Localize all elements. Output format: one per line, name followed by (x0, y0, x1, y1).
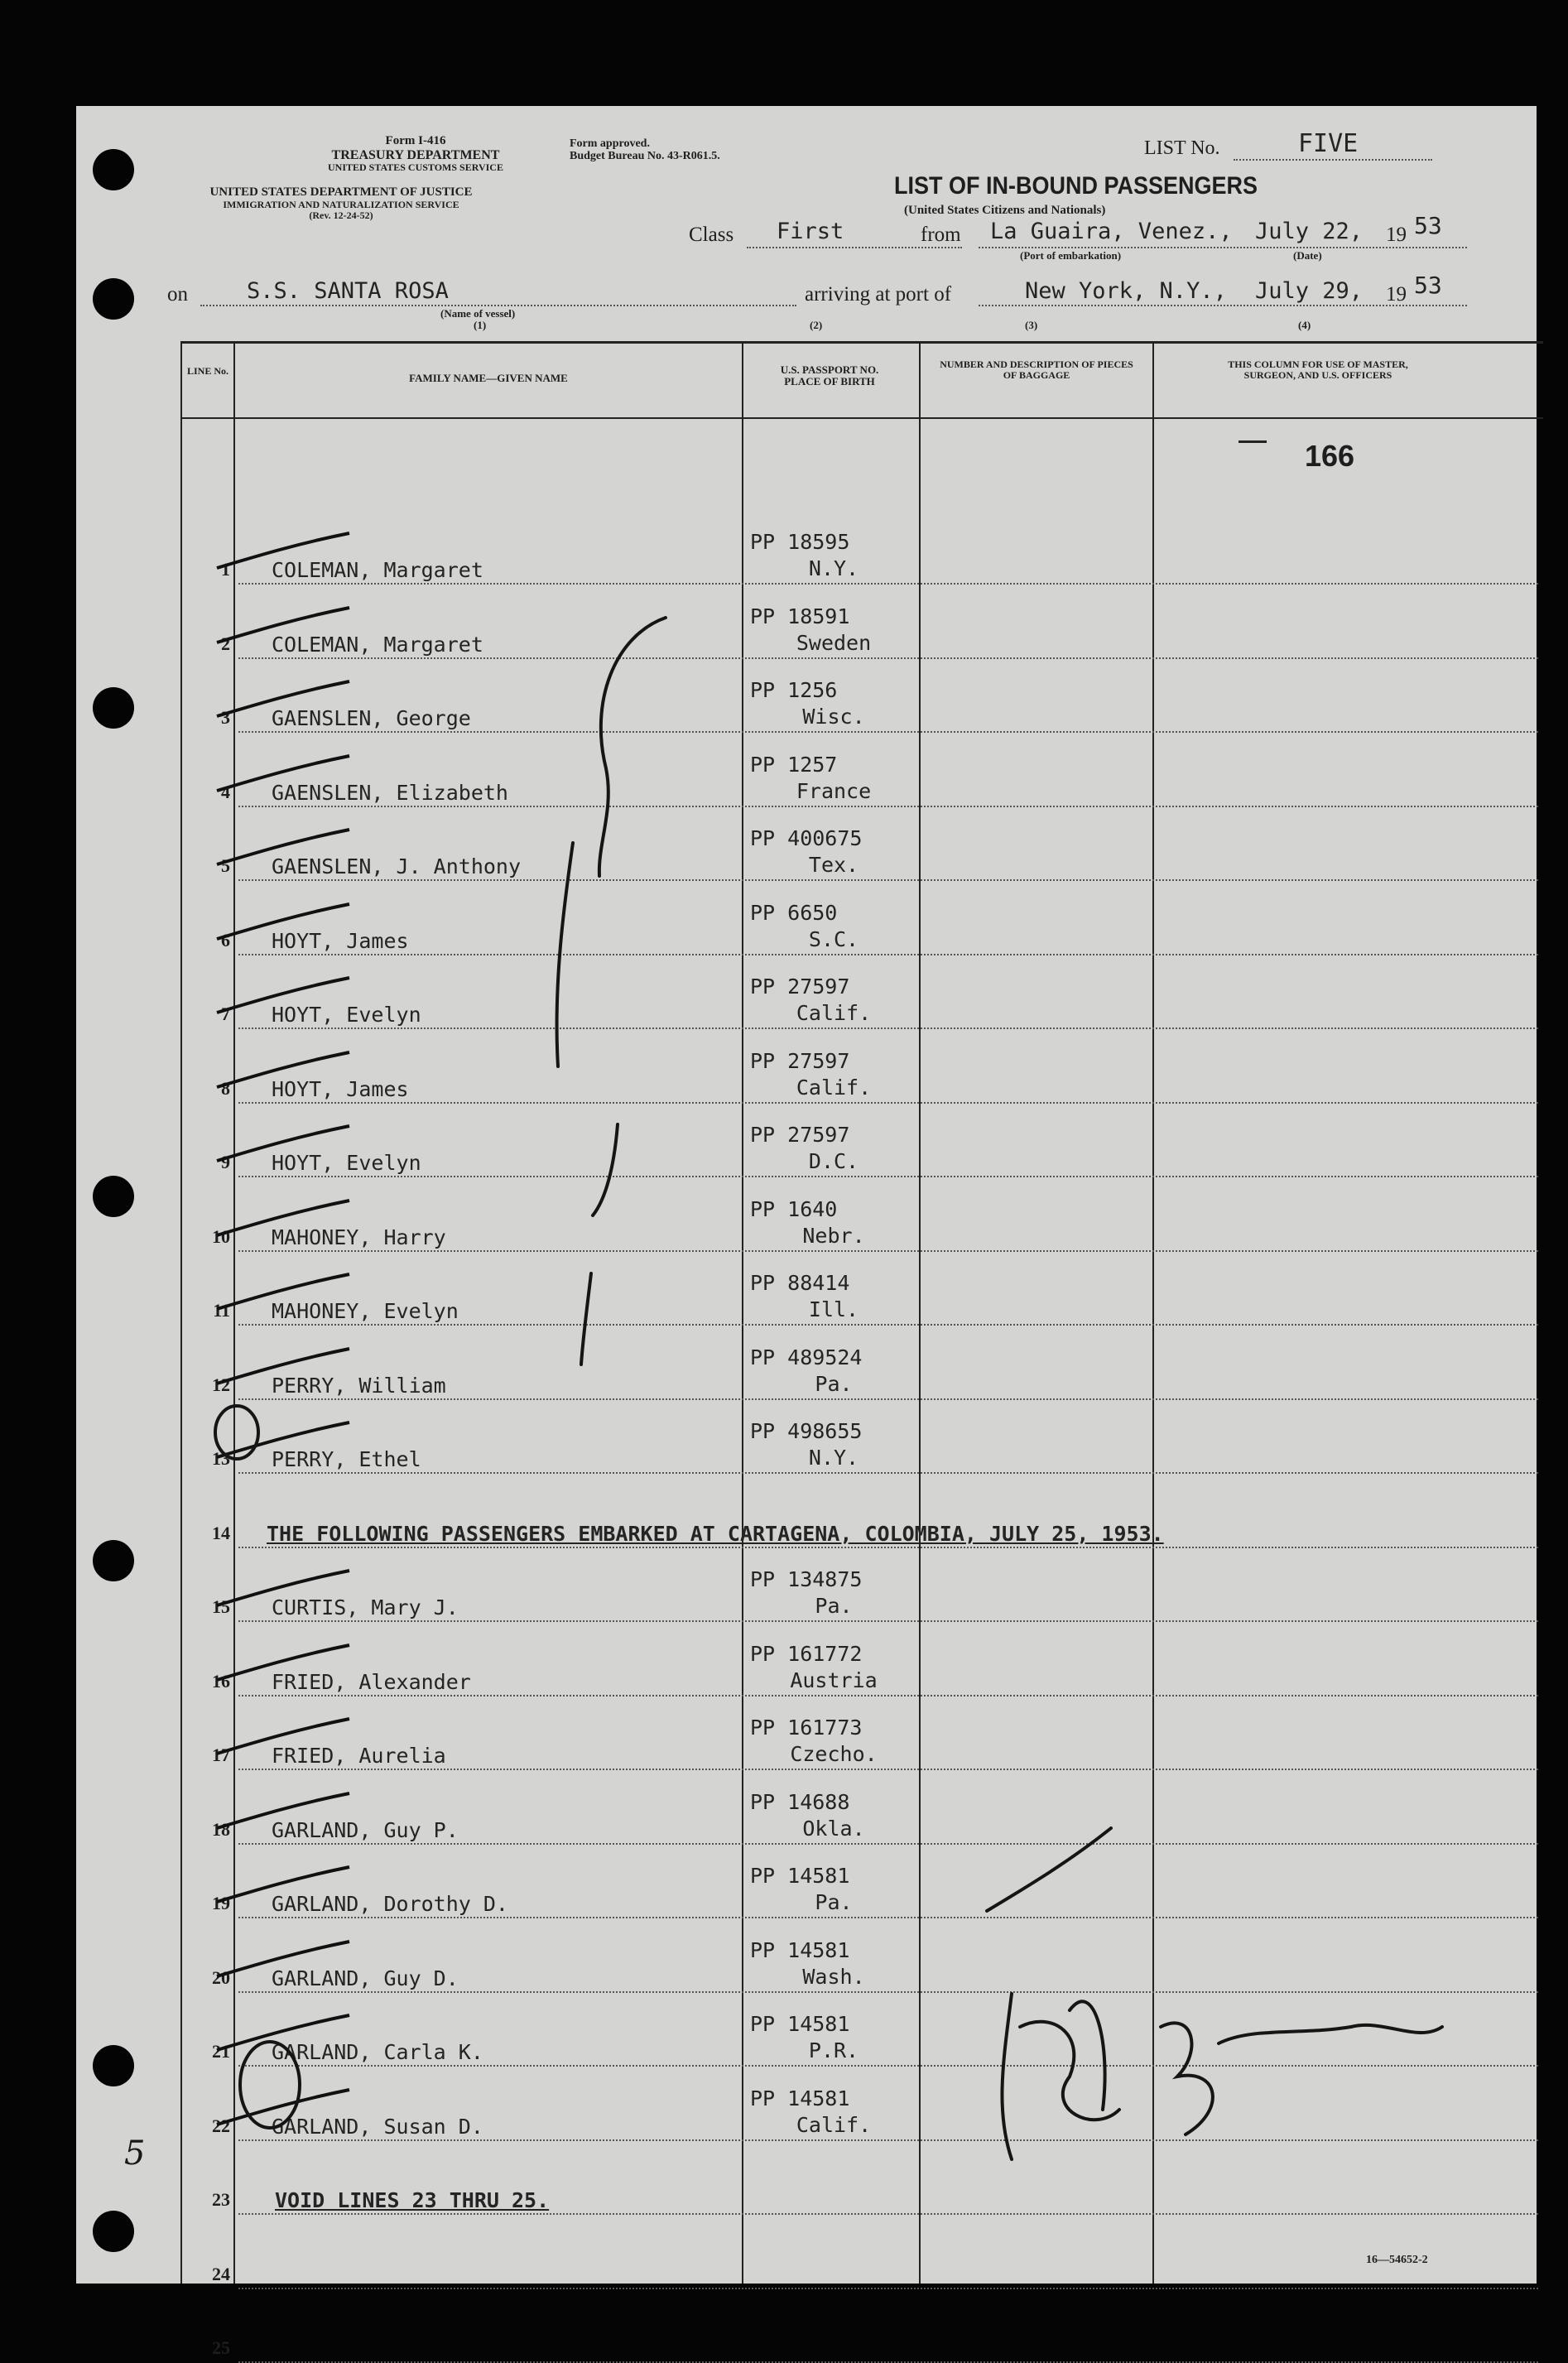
line-number: 24 (212, 2263, 230, 2284)
passenger-name: COLEMAN, Margaret (272, 558, 483, 582)
page-subtitle: (United States Citizens and Nationals) (904, 204, 1106, 217)
line-number: 20 (212, 1966, 230, 1988)
passport-number: PP 27597 (750, 1123, 850, 1147)
form-id: Form I-416 (385, 134, 446, 147)
passenger-name: PERRY, William (272, 1373, 446, 1398)
passenger-name: GARLAND, Guy D. (272, 1966, 459, 1990)
vessel-caption: (Name of vessel) (440, 307, 516, 320)
caption-1: (1) (474, 319, 487, 331)
passenger-name: GAENSLEN, George (272, 706, 471, 730)
year-prefix-arrival: 19 (1386, 283, 1407, 306)
place-of-birth: Pa. (815, 1890, 853, 1914)
passport-number: PP 1256 (750, 678, 838, 702)
ins-label: IMMIGRATION AND NATURALIZATION SERVICE (223, 198, 459, 210)
passport-number: PP 489524 (750, 1345, 863, 1369)
passenger-name: GARLAND, Guy P. (272, 1817, 459, 1842)
place-of-birth: P.R. (808, 2038, 859, 2062)
passenger-name: PERRY, Ethel (272, 1447, 421, 1471)
passenger-name: GARLAND, Dorothy D. (272, 1892, 508, 1916)
passport-number: PP 400675 (750, 826, 863, 850)
passport-number: PP 18595 (750, 530, 850, 554)
on-label: on (167, 283, 188, 306)
place-of-birth: N.Y. (808, 1446, 859, 1470)
class-value: First (777, 219, 844, 244)
place-of-birth: Nebr. (802, 1223, 865, 1248)
line-number: 18 (212, 1818, 230, 1840)
revision-label: (Rev. 12-24-52) (309, 209, 373, 221)
vessel-name: S.S. SANTA ROSA (247, 278, 449, 304)
year-prefix-from: 19 (1386, 224, 1407, 246)
line-number: 6 (221, 929, 230, 950)
passenger-name: HOYT, Evelyn (272, 1003, 421, 1027)
treasury-label: TREASURY DEPARTMENT (331, 147, 500, 162)
passport-number: PP 1640 (750, 1196, 838, 1221)
passenger-name: GAENSLEN, J. Anthony (272, 854, 522, 878)
passport-number: PP 1257 (750, 752, 838, 777)
arriving-label: arriving at port of (805, 283, 952, 306)
line-number: 3 (221, 707, 230, 728)
line-number: 10 (212, 1225, 230, 1247)
line-number: 1 (221, 559, 230, 580)
embarkation-date: July 22, (1255, 219, 1364, 244)
handwritten-marks (76, 106, 1537, 2284)
caption-3: (3) (1025, 319, 1038, 331)
caption-4: (4) (1298, 319, 1311, 331)
col-passport: U.S. PASSPORT NO. PLACE OF BIRTH (780, 363, 879, 388)
list-no-label: LIST No. (1144, 137, 1220, 159)
embarkation-year: 53 (1414, 212, 1442, 239)
passenger-name: THE FOLLOWING PASSENGERS EMBARKED AT CARTAGENA, COLOMBIA, JULY 25, 1953. (267, 1521, 1164, 1546)
place-of-birth: D.C. (808, 1149, 859, 1173)
arrival-port: New York, N.Y., (1025, 278, 1227, 304)
line-number: 17 (212, 1745, 230, 1765)
passport-number: PP 14581 (750, 1864, 850, 1888)
place-of-birth: Okla. (802, 1816, 865, 1841)
passport-number: PP 88414 (750, 1271, 850, 1295)
date-caption: (Date) (1293, 249, 1322, 262)
row-rule (238, 2288, 1538, 2289)
line-number: 23 (212, 2189, 230, 2210)
passport-number: PP 14581 (750, 2086, 850, 2110)
footer-code: 16—54652-2 (1366, 2254, 1428, 2266)
passport-number: PP 14688 (750, 1789, 850, 1814)
passenger-name: CURTIS, Mary J. (272, 1595, 459, 1619)
line-number: 16 (212, 1670, 230, 1692)
passport-number: PP 14581 (750, 1937, 850, 1962)
from-label: from (921, 224, 961, 246)
punch-hole (93, 1540, 134, 1581)
list-no-value: FIVE (1298, 129, 1359, 158)
col-baggage: NUMBER AND DESCRIPTION OF PIECES OF BAGGAGE (940, 359, 1133, 382)
customs-label: UNITED STATES CUSTOMS SERVICE (328, 161, 503, 174)
page-title: LIST OF IN-BOUND PASSENGERS (894, 172, 1258, 200)
port-embarkation-caption: (Port of embarkation) (1020, 249, 1122, 262)
passenger-name: VOID LINES 23 THRU 25. (275, 2188, 550, 2212)
passenger-name: MAHONEY, Evelyn (272, 1299, 459, 1323)
punch-hole (93, 2211, 134, 2252)
place-of-birth: S.C. (808, 926, 859, 951)
place-of-birth: Pa. (815, 1371, 853, 1396)
passenger-name: COLEMAN, Margaret (272, 632, 483, 657)
passenger-name: FRIED, Aurelia (272, 1744, 446, 1768)
line-number: 19 (212, 1893, 230, 1913)
passport-number: PP 14581 (750, 2012, 850, 2036)
budget-bureau-no: Budget Bureau No. 43-R061.5. (570, 150, 720, 163)
place-of-birth: Calif. (796, 2112, 872, 2137)
punch-hole (93, 1176, 134, 1217)
punch-hole (93, 2045, 134, 2086)
officer-count: 166 (1305, 439, 1355, 473)
place-of-birth: N.Y. (808, 556, 859, 580)
place-of-birth: Wisc. (802, 705, 865, 729)
punch-hole (93, 278, 134, 320)
place-of-birth: Sweden (796, 630, 872, 655)
passenger-name: GARLAND, Carla K. (272, 2040, 483, 2064)
line-number: 22 (212, 2115, 230, 2136)
form-sheet (76, 106, 1537, 2358)
passenger-name: GARLAND, Susan D. (272, 2114, 483, 2139)
line-number: 8 (221, 1077, 230, 1099)
place-of-birth: Wash. (802, 1964, 865, 1989)
passport-number: PP 161772 (750, 1641, 863, 1666)
embarkation-port: La Guaira, Venez., (990, 219, 1233, 244)
place-of-birth: Austria (790, 1668, 878, 1692)
class-label: Class (689, 224, 734, 246)
passport-number: PP 6650 (750, 900, 838, 925)
passenger-name: FRIED, Alexander (272, 1669, 471, 1694)
passport-number: PP 27597 (750, 1048, 850, 1073)
line-number: 4 (221, 781, 230, 802)
place-of-birth: Calif. (796, 1001, 872, 1025)
line-number: 21 (212, 2041, 230, 2062)
arrival-year: 53 (1414, 272, 1442, 299)
passport-number: PP 498655 (750, 1419, 863, 1443)
place-of-birth: Pa. (815, 1594, 853, 1618)
caption-2: (2) (810, 319, 823, 331)
place-of-birth: Ill. (808, 1297, 859, 1321)
place-of-birth: Tex. (808, 853, 859, 877)
line-number: 12 (212, 1374, 230, 1395)
passport-number: PP 161773 (750, 1716, 863, 1740)
passenger-name: HOYT, Evelyn (272, 1151, 421, 1175)
line-number: 2 (221, 633, 230, 654)
line-number: 13 (212, 1448, 230, 1469)
margin-note: 5 (124, 2134, 146, 2173)
place-of-birth: Calif. (796, 1075, 872, 1100)
line-number: 25 (212, 2337, 230, 2358)
justice-label: UNITED STATES DEPARTMENT OF JUSTICE (209, 185, 473, 199)
passenger-name: MAHONEY, Harry (272, 1225, 446, 1249)
punch-hole (93, 687, 134, 729)
arrival-date: July 29, (1255, 278, 1364, 304)
passport-number: PP 18591 (750, 604, 850, 628)
punch-hole (93, 149, 134, 190)
passenger-name: GAENSLEN, Elizabeth (272, 780, 508, 805)
line-number: 5 (221, 855, 230, 876)
passport-number: PP 134875 (750, 1567, 863, 1591)
passenger-name: HOYT, James (272, 928, 409, 953)
line-number: 15 (212, 1596, 230, 1617)
line-number: 9 (221, 1152, 230, 1172)
col-line-no: LINE No. (186, 365, 228, 377)
line-number: 14 (212, 1522, 230, 1543)
place-of-birth: France (796, 778, 872, 803)
col-name: FAMILY NAME—GIVEN NAME (409, 372, 568, 384)
place-of-birth: Czecho. (790, 1742, 878, 1766)
form-approved: Form approved. (570, 137, 650, 150)
passport-number: PP 27597 (750, 975, 850, 999)
line-number: 7 (221, 1003, 230, 1024)
col-officers: THIS COLUMN FOR USE OF MASTER, SURGEON, AND U.S. OFFICERS (1228, 359, 1408, 382)
passenger-name: HOYT, James (272, 1076, 409, 1101)
line-number: 11 (213, 1300, 230, 1321)
